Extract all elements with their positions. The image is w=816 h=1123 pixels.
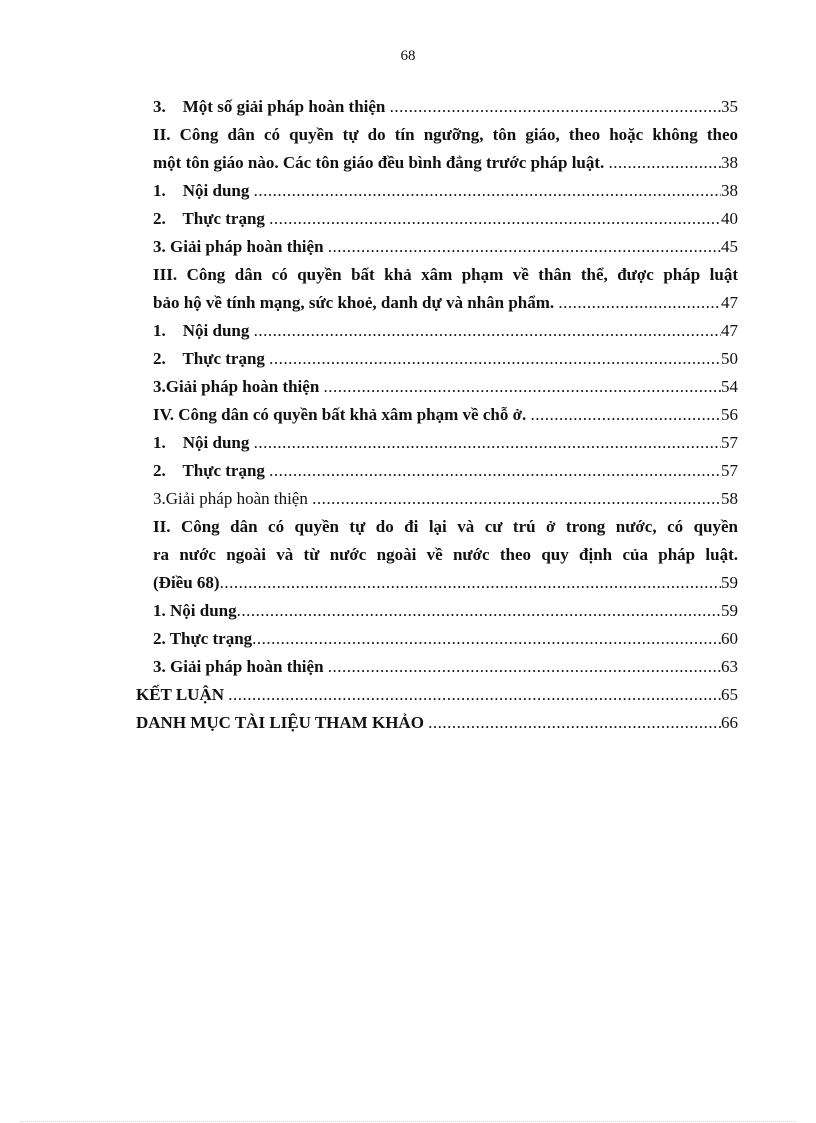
- toc-entry-line: [136, 625, 738, 653]
- toc-entry-line: [136, 485, 738, 513]
- toc-entry-line: [136, 149, 738, 177]
- toc-entry-title: IV. Công dân có quyền bất khả xâm phạm về chỗ ở.: [153, 405, 531, 424]
- toc-page-number: 65: [721, 685, 738, 704]
- toc-entry: [136, 653, 738, 681]
- toc-page-number: 57: [721, 461, 738, 480]
- toc-page-number: 66: [721, 713, 738, 732]
- toc-entry: [136, 457, 738, 485]
- page-bottom-divider: [20, 1121, 796, 1122]
- toc-entry: [136, 317, 738, 345]
- toc-page-number: 35: [721, 97, 738, 116]
- toc-entry-title: 3.Giải pháp hoàn thiện: [153, 489, 313, 508]
- toc-entry-title: 1. Nội dung: [153, 601, 237, 620]
- toc-entry-title: 2. Thực trạng: [153, 629, 253, 648]
- toc-entry-line: [136, 429, 738, 457]
- toc-page-number: 60: [721, 629, 738, 648]
- dot-leader: [558, 289, 721, 317]
- toc-page-number: 40: [721, 209, 738, 228]
- toc-page-number: 38: [721, 181, 738, 200]
- toc-page-number: 47: [721, 293, 738, 312]
- toc-entry-line: II. Công dân có quyền tự do tín ngưỡng, tôn giáo, theo hoặc không theo: [153, 125, 738, 144]
- toc-entry-title: 1. Nội dung: [153, 433, 254, 452]
- dot-leader: [269, 205, 721, 233]
- toc-entry-line: [136, 289, 738, 317]
- toc-entry-line: ra nước ngoài và từ nước ngoài về nước theo quy định của pháp luật.: [153, 545, 738, 564]
- toc-page-number: 45: [721, 237, 738, 256]
- dot-leader: [269, 457, 721, 485]
- toc-entry-title: một tôn giáo nào. Các tôn giáo đều bình đẳng trước pháp luật.: [153, 153, 609, 172]
- toc-entry: [136, 681, 738, 709]
- toc-page-number: 54: [721, 377, 738, 396]
- toc-entry-title: 3. Giải pháp hoàn thiện: [153, 237, 328, 256]
- toc-entry-title: 3. Giải pháp hoàn thiện: [153, 657, 328, 676]
- toc-entry-line: II. Công dân có quyền tự do đi lại và cư trú ở trong nước, có quyền: [153, 517, 738, 536]
- toc-entry: [136, 597, 738, 625]
- toc-entry: [136, 345, 738, 373]
- toc-entry-line: [136, 317, 738, 345]
- dot-leader: [269, 345, 721, 373]
- toc-page-number: 59: [721, 601, 738, 620]
- dot-leader: [312, 485, 721, 513]
- dot-leader: [220, 569, 721, 597]
- toc-entry-title: 1. Nội dung: [153, 321, 254, 340]
- toc-entry-line: [136, 177, 738, 205]
- table-of-contents: [136, 93, 738, 737]
- toc-entry-title: 3. Một số giải pháp hoàn thiện: [153, 97, 390, 116]
- dot-leader: [328, 653, 721, 681]
- toc-entry-line: [136, 569, 738, 597]
- toc-entry: [136, 121, 738, 177]
- toc-entry-line: [136, 709, 738, 737]
- toc-entry-title: KẾT LUẬN: [136, 685, 229, 704]
- dot-leader: [228, 681, 721, 709]
- toc-entry: [136, 373, 738, 401]
- dot-leader: [609, 149, 721, 177]
- toc-entry: [136, 177, 738, 205]
- toc-entry: [136, 205, 738, 233]
- toc-entry-line: [136, 681, 738, 709]
- toc-entry-title: (Điều 68): [153, 573, 220, 592]
- dot-leader: [324, 373, 721, 401]
- toc-entry-line: [136, 457, 738, 485]
- dot-leader: [252, 625, 721, 653]
- dot-leader: [254, 317, 721, 345]
- toc-entry-title: bảo hộ về tính mạng, sức khoẻ, danh dự và nhân phẩm.: [153, 293, 559, 312]
- toc-page-number: 58: [721, 489, 738, 508]
- toc-entry-line: [136, 345, 738, 373]
- toc-entry-title: 1. Nội dung: [153, 181, 254, 200]
- toc-entry-line: [136, 205, 738, 233]
- toc-entry: [136, 401, 738, 429]
- dot-leader: [531, 401, 721, 429]
- dot-leader: [428, 709, 721, 737]
- toc-page-number: 59: [721, 573, 738, 592]
- dot-leader: [390, 93, 721, 121]
- toc-entry-line: [136, 401, 738, 429]
- toc-entry-line: [136, 373, 738, 401]
- page-number: 68: [400, 48, 416, 64]
- toc-entry-title: 3.Giải pháp hoàn thiện: [153, 377, 324, 396]
- toc-entry-line: [136, 597, 738, 625]
- toc-page-number: 56: [721, 405, 738, 424]
- toc-entry: [136, 513, 738, 597]
- dot-leader: [254, 429, 721, 457]
- toc-page-number: 47: [721, 321, 738, 340]
- toc-entry: [136, 625, 738, 653]
- toc-entry-line: [136, 93, 738, 121]
- toc-page-number: 50: [721, 349, 738, 368]
- toc-entry-line: [136, 653, 738, 681]
- toc-page-number: 57: [721, 433, 738, 452]
- dot-leader: [328, 233, 721, 261]
- toc-entry-title: 2. Thực trạng: [153, 349, 270, 368]
- toc-entry: [136, 261, 738, 317]
- toc-entry-title: 2. Thực trạng: [153, 461, 270, 480]
- toc-entry: [136, 485, 738, 513]
- toc-entry-title: 2. Thực trạng: [153, 209, 270, 228]
- toc-entry-title: DANH MỤC TÀI LIỆU THAM KHẢO: [136, 713, 429, 732]
- toc-page-number: 38: [721, 153, 738, 172]
- toc-entry: [136, 709, 738, 737]
- toc-entry-line: III. Công dân có quyền bất khả xâm phạm về thân thể, được pháp luật: [153, 265, 738, 284]
- toc-entry: [136, 93, 738, 121]
- toc-page-number: 63: [721, 657, 738, 676]
- dot-leader: [254, 177, 721, 205]
- toc-entry: [136, 233, 738, 261]
- toc-entry: [136, 429, 738, 457]
- dot-leader: [237, 597, 721, 625]
- toc-entry-line: [136, 233, 738, 261]
